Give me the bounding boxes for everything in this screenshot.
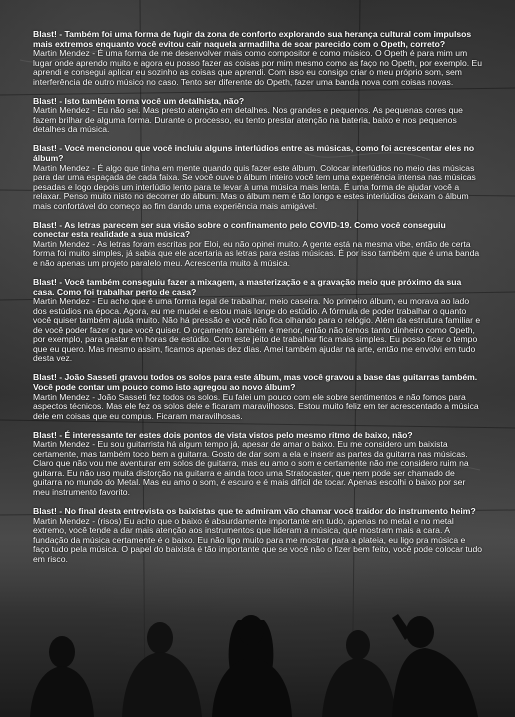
interview-question: Blast! - No final desta entrevista os baixistas que te admiram vão chamar você traidor do instrumento heim?: [33, 506, 476, 517]
interview-answer: Martin Mendez - As letras foram escritas por Eloi, eu não opinei muito. A gente está na mesma vibe, então de certa forma foi muito simples, já sabia que ele acertaria as letras para estas músicas. É por isso também que é uma banda e não apenas um projeto paralelo meu. Acrescenta muito à música.: [33, 238, 480, 268]
interview-answer: Martin Mendez - É uma forma de me desenvolver mais como compositor e como músico. O Opeth é para mim um lugar onde aprendo muito e agora eu posso fazer as coisas por mim mesmo como as faço no Opeth, por exemplo. Eu aprendi e consegui aplicar eu sozinho as coisas que aprendi. Com isso eu consigo criar o meu próprio som, sem interferência de outro músico no caso. Tento ser diferente do Opeth, fazer uma banda nova com coisas novas.: [33, 48, 483, 87]
interview-item: [33, 507, 483, 564]
interview-question: Blast! - Você mencionou que você incluiu alguns interlúdios entre as músicas, como foi acrescentar eles no álbum?: [33, 143, 475, 164]
interview-answer: Martin Mendez - (risos) Eu acho que o baixo é absurdamente importante em tudo, apenas no metal e no metal extremo, você tende a dar mais atenção aos instrumentos que lideram a música, que mostram mais a cara. A fundação da música certamente é o baixo. Eu não ligo muito para me mostrar para a plateia, eu ligo pra música e faço tudo pela música. O papel do baixista é tão importante que se você não o fizer bem feito, você pode colocar tudo em risco.: [33, 515, 483, 564]
interview-question: Blast! - É interessante ter estes dois pontos de vista vistos pelo mesmo ritmo de baixo, não?: [33, 429, 413, 440]
interview-item: [33, 30, 483, 87]
interview-item: [33, 221, 483, 269]
interview-item: [33, 144, 483, 211]
interview-question: Blast! - Isto também torna você um detalhista, não?: [33, 95, 245, 106]
interview-answer: Martin Mendez - Eu sou guitarrista há algum tempo já, apesar de amar o baixo. Eu me considero um baixista certamente, mas também toco bem a guitarra. Gosto de dar som a ela e inserir as partes da guitarra nas músicas. Claro que não vou me aventurar em solos de guitarra, mas eu amo o som e certamente não me considero ruim na guitarra. Eu não uso muita distorção na guitarra e ainda toco uma Stratocaster, que nem pode ser chamado de guitarra no mundo do Metal. Mas eu amo o som, é escuro e é mais difícil de tocar. Apenas escolhi o baixo por ser meu instrumento favorito.: [33, 439, 469, 497]
band-photo: [0, 560, 515, 717]
interview-answer: Martin Mendez - É algo que tinha em mente quando quis fazer este álbum. Colocar interlúdios no meio das músicas para dar uma espaçada de cada faixa. Se você ouve o álbum inteiro você tem uma experiência intensa nas músicas pesadas e logo depois um interlúdio lento para te levar à uma música mais lenta. É uma forma de ajudar você a relaxar. Penso muito nisto no decorrer do álbum. Mas o álbum nem é tão longo e estes interlúdios deixam o álbum mais confortável do começo ao fim dando uma experiência mais amigável.: [33, 162, 476, 211]
interview-answer: Martin Mendez - João Sasseti fez todos os solos. Eu falei um pouco com ele sobre sentimentos e não fomos para aspectos técnicos. Mas ele fez os solos dele e ficaram maravilhosos. Estou muito feliz em ter acrescentado a música dele em coisas que eu compus. Ficaram maravilhosas.: [33, 391, 479, 421]
interview-item: [33, 278, 483, 364]
interview-question: Blast! - As letras parecem ser sua visão sobre o confinamento pelo COVID-19. Como você conseguiu conectar esta realidade a sua música?: [33, 219, 446, 240]
interview-item: [33, 431, 483, 498]
interview-item: [33, 97, 483, 135]
interview-answer: Martin Mendez - Eu não sei. Mas presto atenção em detalhes. Nos grandes e pequenos. As pequenas cores que fazem brilhar de alguma forma. Durante o processo, eu tento prestar atenção na bateria, baixo e nos pequenos detalhes da música.: [33, 105, 463, 135]
interview-answer: Martin Mendez - Eu acho que é uma forma legal de trabalhar, meio caseira. No primeiro álbum, eu morava ao lado dos estúdios na época. Agora, eu me mudei e estou mais longe do estúdio. A fórmula de poder trabalhar o quanto você quiser também ajuda muito. Não há pressão e você não fica olhando para o relógio. Além da estrutura familiar e de você poder fazer o que você quiser. O orçamento também é menor, então não temos tanto dinheiro como Opeth, por exemplo, para gastar em horas de estúdio. Com este jeito de trabalhar fica mais simples. Eu posso ficar o tempo que eu quero. Mas mesmo assim, ficamos apenas dez dias. Amei também ajudar na arte, então me envolvi em tudo desta vez.: [33, 296, 481, 364]
interview-article: [33, 30, 483, 574]
interview-item: [33, 373, 483, 421]
interview-question: Blast! - Você também conseguiu fazer a mixagem, a masterização e a gravação meio que próximo da sua casa. Como foi trabalhar perto de casa?: [33, 277, 462, 297]
interview-question: Blast! - Também foi uma forma de fugir da zona de conforto explorando sua herança cultural com impulsos mais extremos enquanto você evitou cair naquela armadilha de soar parecido com o Opeth, correto?: [33, 29, 472, 49]
interview-question: Blast! - João Sasseti gravou todos os solos para este álbum, mas você gravou a base das guitarras também. Você pode contar um pouco como isto agregou ao novo álbum?: [33, 372, 478, 392]
